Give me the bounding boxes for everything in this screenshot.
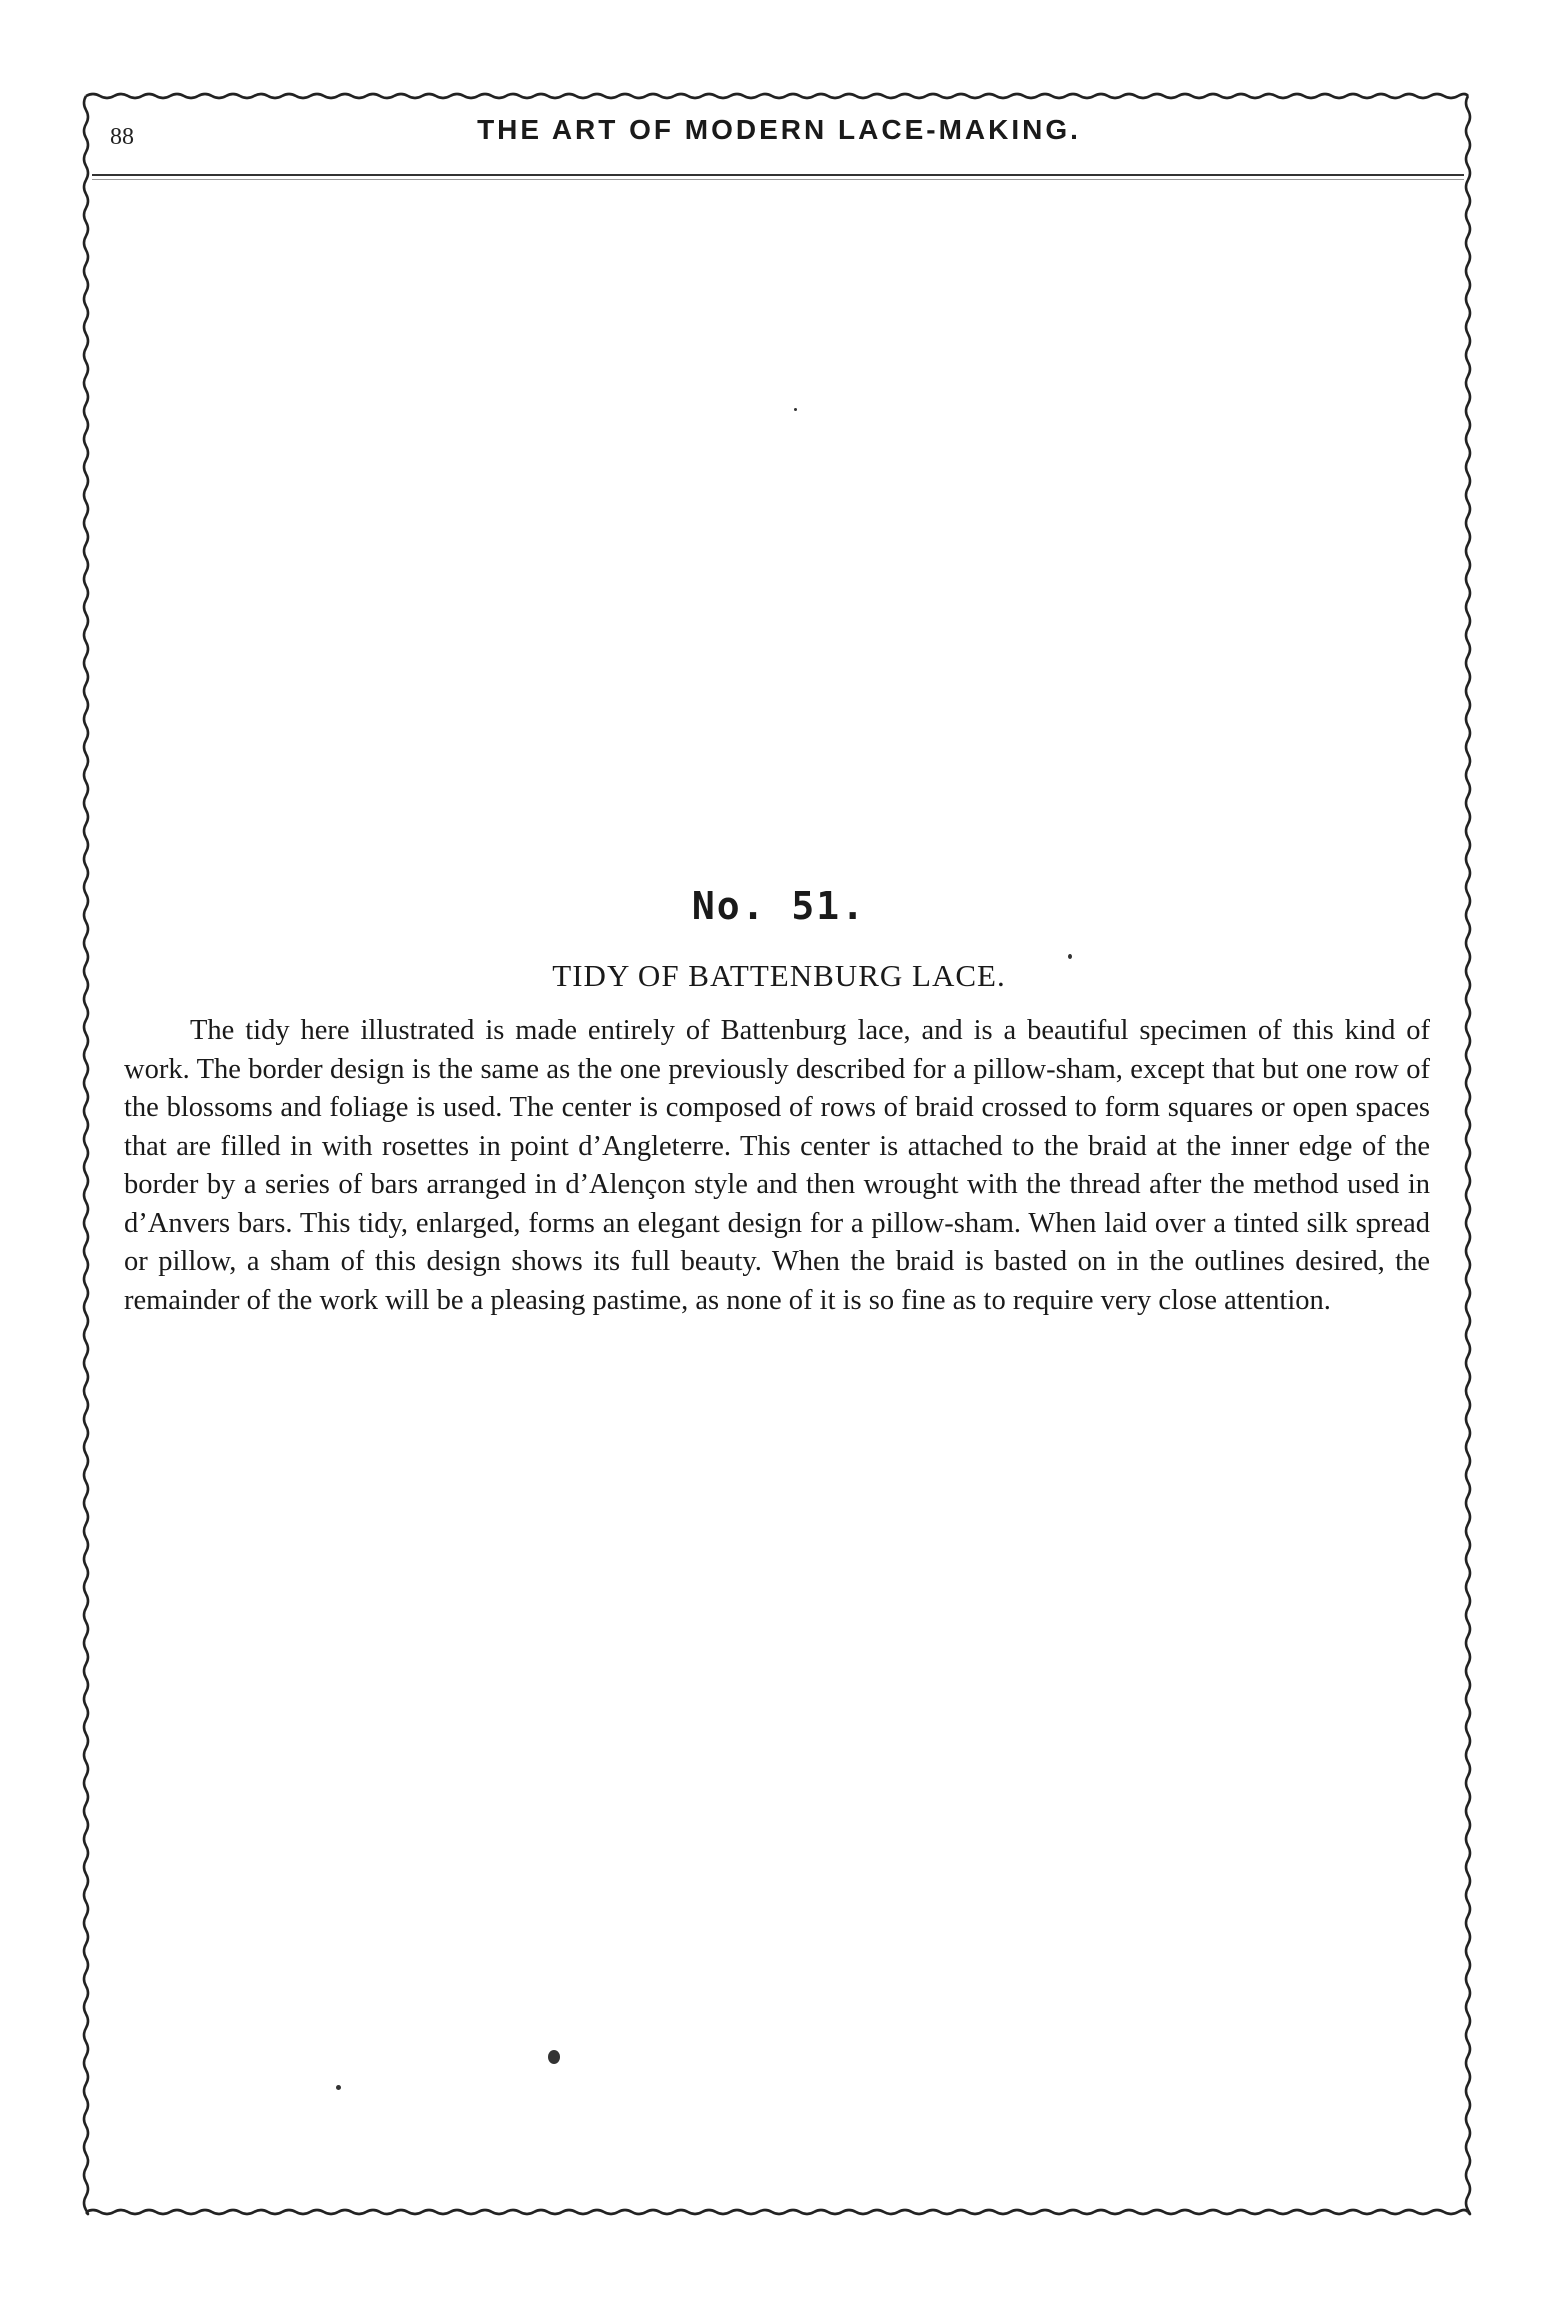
border-wave-segment — [86, 2210, 1468, 2214]
running-head-title: THE ART OF MODERN LACE-MAKING. — [477, 114, 1081, 145]
article-body: The tidy here illustrated is made entirely of Battenburg lace, and is a beautiful specimen of this kind of work. The border design is the same as the one previously described for a pillow-sham, except that but one row of the blossoms and foliage is used. The center is composed of rows of braid crossed to form squares or open spaces that are filled in with rosettes in point d’Angleterre. This center is attached to the braid at the inner edge of the border by a series of bars arranged in d’Alençon style and then wrought with the thread after the method used in d’Anvers bars. This tidy, enlarged, forms an elegant design for a pillow-sham. When laid over a tinted silk spread or pillow, a sham of this design shows its full beauty. When the braid is basted on in the outlines desired, the remainder of the work will be a pleasing pastime, as none of it is so fine as to require very close attention. — [124, 1015, 1430, 1316]
header-rule — [92, 174, 1464, 176]
border-wave-segment — [84, 96, 88, 2214]
header-rule-secondary — [92, 179, 1464, 180]
ink-speck — [1068, 954, 1072, 959]
border-wave-segment — [1466, 96, 1470, 2214]
ink-speck — [794, 408, 797, 411]
article-title: TIDY OF BATTENBURG LACE. — [552, 958, 1006, 993]
figure-number: No. 51. — [691, 884, 867, 928]
page-number: 88 — [110, 124, 134, 150]
ink-speck — [336, 2085, 341, 2090]
ink-speck — [548, 2050, 560, 2064]
border-wave-segment — [86, 94, 1468, 98]
